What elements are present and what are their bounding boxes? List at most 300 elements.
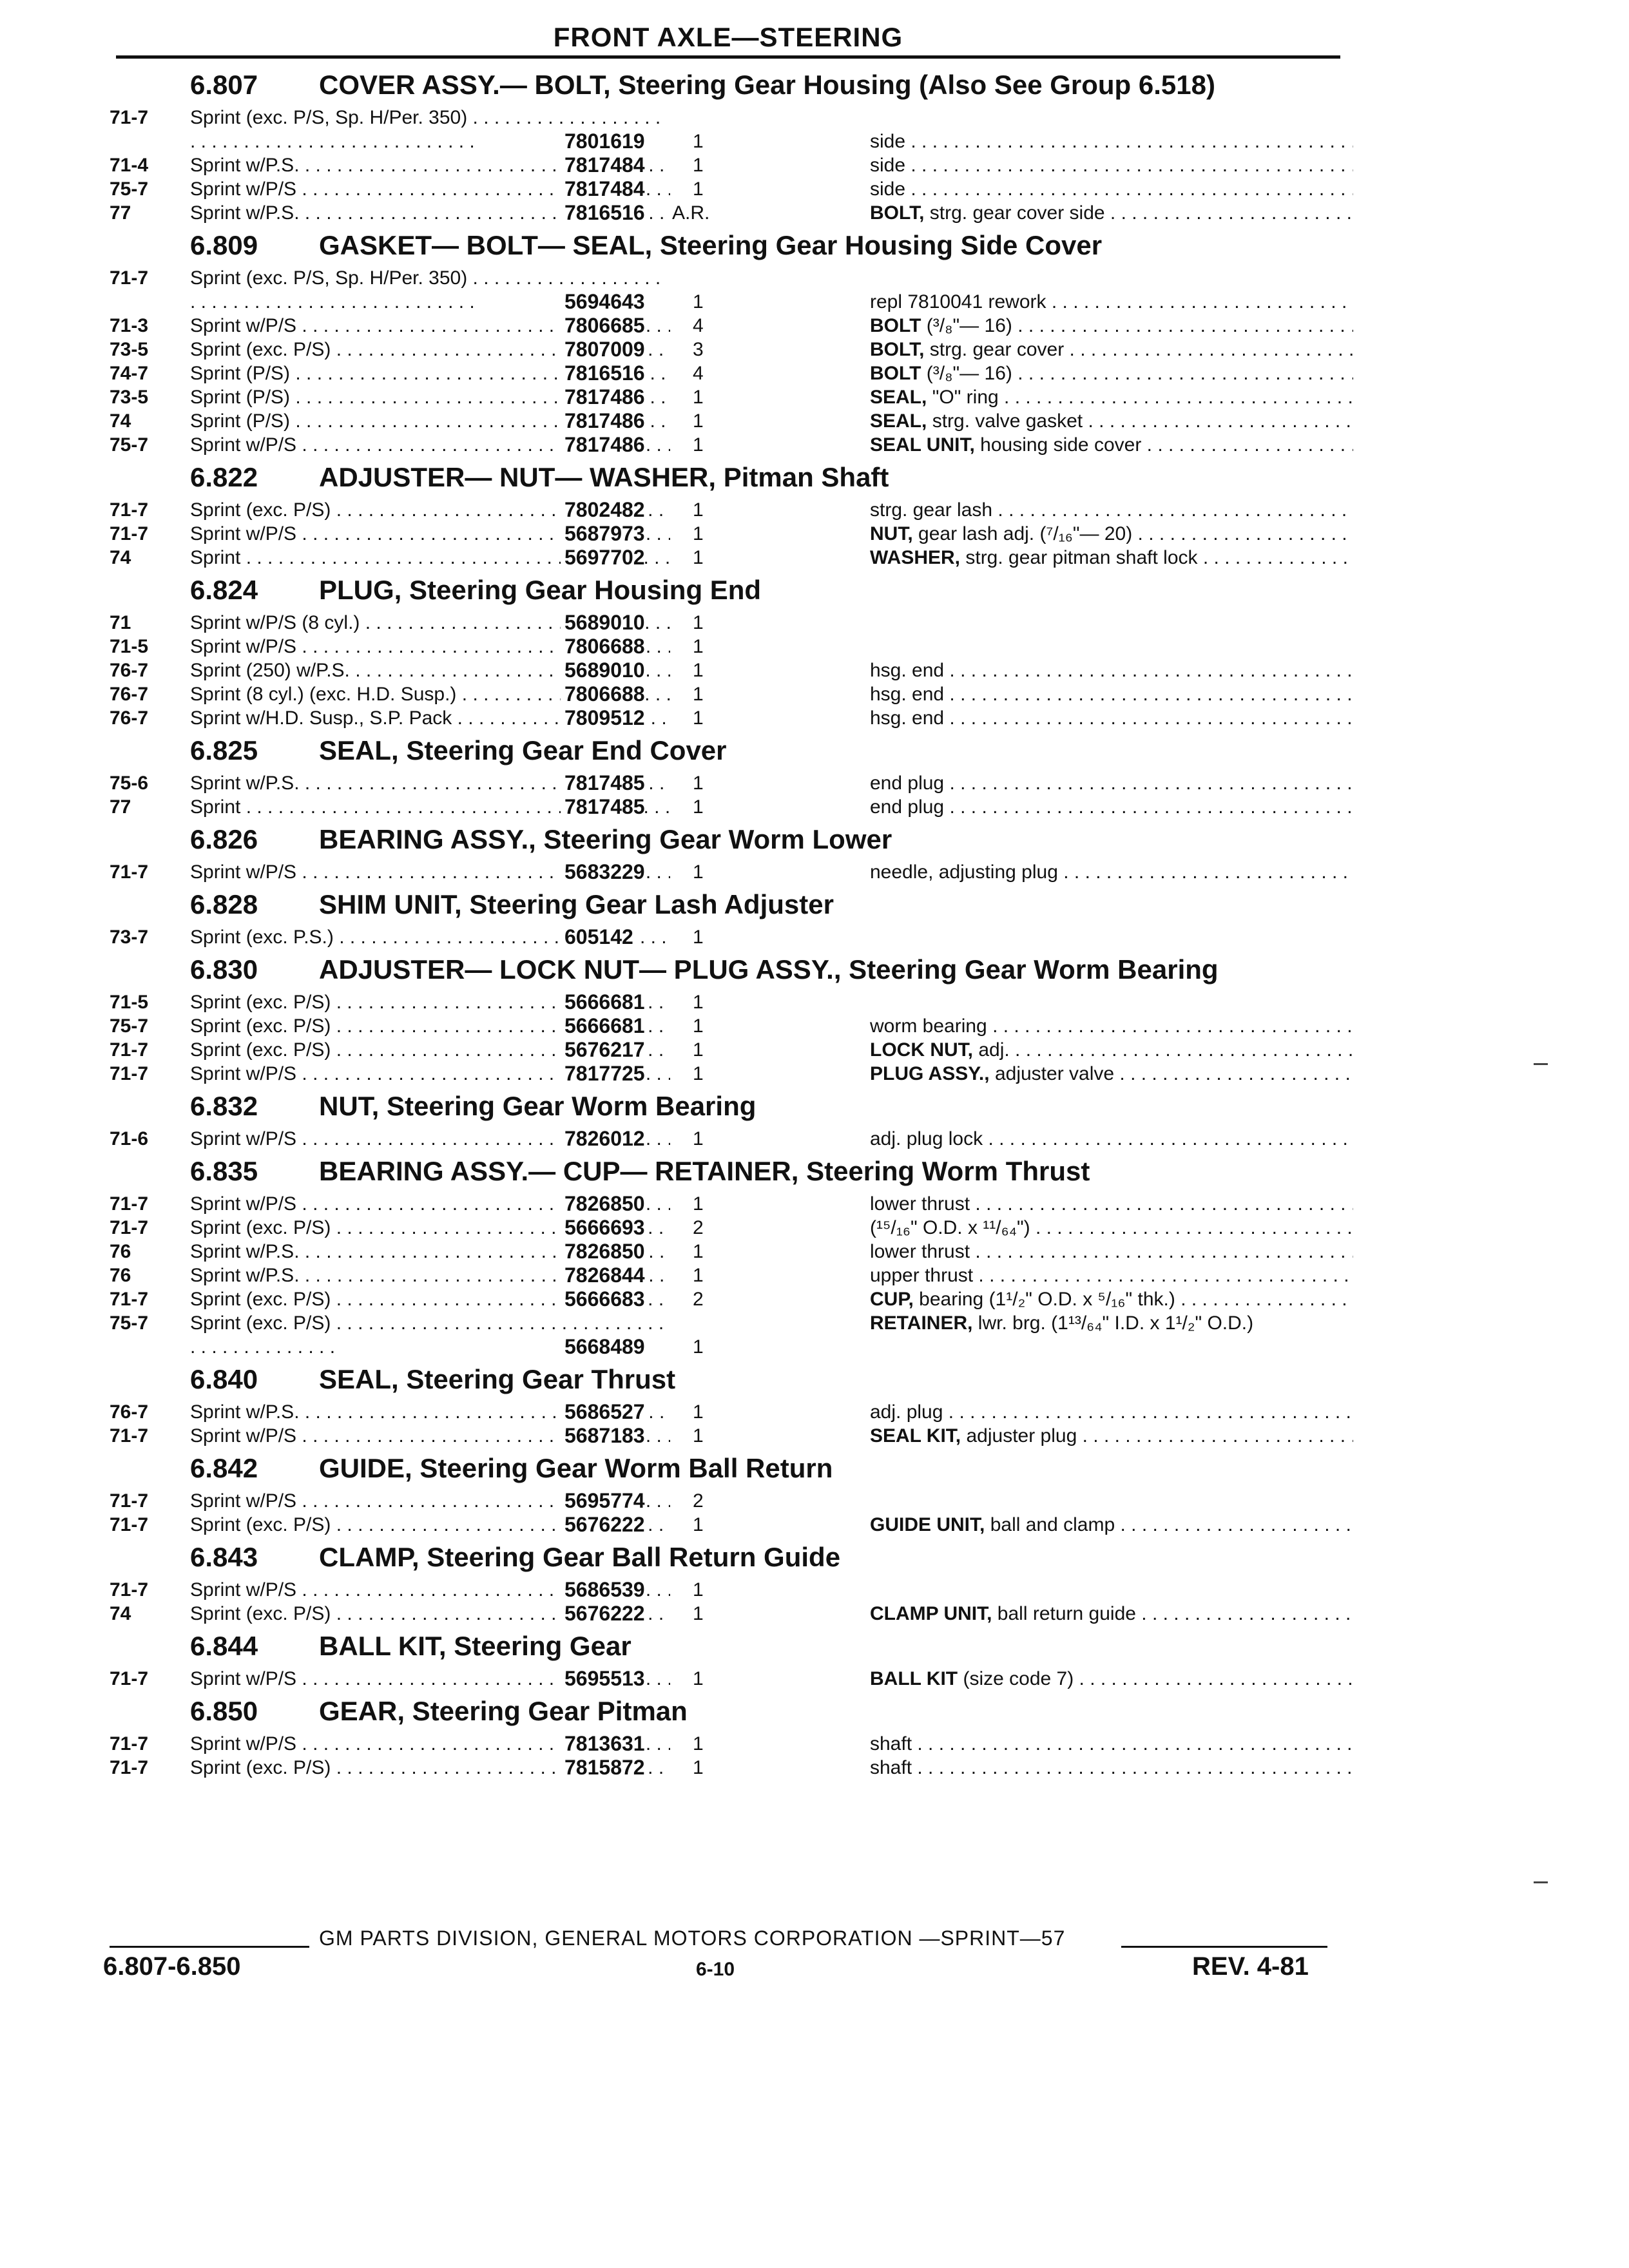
group-number: 6.840 [190, 1364, 258, 1394]
year-range: 73-7 [110, 927, 149, 948]
year-range: 76-7 [110, 684, 149, 705]
model-text: Sprint w/P.S. [190, 1265, 300, 1286]
part-description [870, 1240, 1353, 1264]
year-range: 75-6 [110, 773, 149, 794]
model-text: Sprint (exc. P.S.) [190, 927, 334, 948]
description-text: ball return guide [997, 1603, 1136, 1624]
model-text: Sprint w/P/S (8 cyl.) [190, 612, 360, 633]
part-number: 5676222 [561, 1513, 645, 1537]
group-title: GEAR, Steering Gear Pitman [319, 1696, 688, 1726]
part-description [870, 771, 1353, 795]
model-text: Sprint (exc. P/S) [190, 1217, 331, 1238]
description-text: needle, adjusting plug [870, 861, 1058, 883]
description-text: lower thrust [870, 1241, 970, 1262]
part-number: 5666683 [561, 1287, 645, 1311]
quantity: 1 [693, 612, 704, 633]
description-text: hsg. end [870, 684, 945, 705]
group-title: COVER ASSY.— BOLT, Steering Gear Housing (Also See Group 6.518) [319, 70, 1215, 100]
part-number: 7817725 [561, 1062, 645, 1086]
part-name: RETAINER, [870, 1312, 973, 1334]
part-number: 5697702 [561, 546, 645, 570]
year-range: 71-7 [110, 1289, 149, 1310]
part-description [870, 314, 1353, 338]
part-row [110, 201, 1353, 225]
part-description [870, 1287, 1353, 1311]
quantity: 1 [693, 1401, 704, 1423]
quantity: 2 [693, 1217, 704, 1238]
part-number: 7817485 [561, 795, 645, 819]
part-description [870, 1400, 1353, 1424]
part-description [870, 201, 1353, 225]
quantity: 1 [693, 1265, 704, 1286]
model-text: Sprint w/P/S [190, 1193, 297, 1215]
model-text: Sprint (exc. P/S) [190, 339, 331, 360]
part-row [110, 1732, 1353, 1756]
description-text: bearing (1¹/₂" O.D. x ⁵/₁₆" thk.) [919, 1289, 1175, 1310]
part-name: BOLT [870, 315, 921, 336]
quantity: 1 [693, 660, 704, 681]
quantity: 1 [693, 1579, 704, 1600]
model-text: Sprint (exc. P/S) [190, 1312, 331, 1334]
description-text: upper thrust [870, 1265, 974, 1286]
parts-list [110, 64, 1353, 1780]
model-text: Sprint w/P/S [190, 1128, 297, 1149]
part-description [870, 682, 1353, 706]
part-number: 7815872 [561, 1756, 645, 1780]
group-heading [110, 1359, 1353, 1400]
margin-mark [1534, 1881, 1548, 1883]
description-text: (size code 7) [963, 1668, 1074, 1689]
model-text: Sprint w/P/S [190, 1063, 297, 1084]
year-range: 71-6 [110, 1128, 149, 1149]
model-text: Sprint w/H.D. Susp., S.P. Pack [190, 707, 452, 729]
description-text: side [870, 155, 906, 176]
part-number: 5666681 [561, 990, 645, 1014]
description-text: hsg. end [870, 660, 945, 681]
part-row [110, 1578, 1353, 1602]
part-description [870, 1216, 1353, 1240]
model-text: Sprint [190, 796, 241, 818]
group-heading [110, 457, 1353, 498]
description-text: repl 7810041 rework [870, 291, 1046, 312]
part-row [110, 990, 1353, 1014]
group-number: 6.807 [190, 70, 258, 100]
quantity: 1 [693, 1668, 704, 1689]
year-range: 71-7 [110, 107, 149, 128]
model-text: Sprint (250) w/P.S. [190, 660, 350, 681]
part-number: 5666681 [561, 1014, 645, 1038]
part-number: 5668489 [561, 1335, 645, 1359]
model-text: Sprint w/P.S. [190, 773, 300, 794]
part-description [870, 1062, 1353, 1086]
group-heading [110, 884, 1353, 925]
year-range: 71-7 [110, 499, 149, 521]
part-group [110, 949, 1353, 1086]
part-group [110, 225, 1353, 457]
quantity: 1 [693, 1015, 704, 1037]
year-range: 77 [110, 796, 131, 818]
group-heading [110, 1626, 1353, 1667]
year-range: 74 [110, 410, 131, 432]
group-heading [110, 1151, 1353, 1192]
part-number: 7807009 [561, 338, 645, 361]
part-row [110, 635, 1353, 658]
quantity: 1 [693, 1757, 704, 1778]
part-row [110, 1127, 1353, 1151]
part-description [870, 409, 1353, 433]
quantity: 1 [693, 1336, 704, 1358]
description-text: lwr. brg. (1¹³/₆₄" I.D. x 1¹/₂" O.D.) [978, 1312, 1254, 1334]
group-heading [110, 1086, 1353, 1127]
model-text: Sprint (exc. P/S) [190, 1039, 331, 1061]
quantity: 1 [693, 547, 704, 568]
group-number: 6.825 [190, 735, 258, 765]
quantity: 1 [693, 1514, 704, 1535]
year-range: 74 [110, 547, 131, 568]
year-range: 73-5 [110, 339, 149, 360]
group-number: 6.832 [190, 1091, 258, 1121]
part-description [870, 433, 1353, 457]
part-description [870, 1014, 1353, 1038]
part-row [110, 1192, 1353, 1216]
part-description [870, 177, 1353, 201]
group-number: 6.843 [190, 1542, 258, 1572]
description-text: end plug [870, 773, 945, 794]
part-row [110, 1400, 1353, 1424]
year-range: 77 [110, 202, 131, 224]
model-text: Sprint w/P/S [190, 315, 297, 336]
group-title: SEAL, Steering Gear End Cover [319, 735, 727, 765]
model-text: Sprint (P/S) [190, 387, 291, 408]
part-description [870, 1264, 1353, 1287]
group-title: GASKET— BOLT— SEAL, Steering Gear Housing Side Cover [319, 230, 1103, 260]
quantity: 1 [693, 291, 704, 312]
model-text: Sprint w/P.S. [190, 202, 300, 224]
quantity: 1 [693, 684, 704, 705]
description-text: end plug [870, 796, 945, 818]
model-text: Sprint (exc. P/S) [190, 1603, 331, 1624]
part-number: 7809512 [561, 706, 645, 730]
quantity: 1 [693, 410, 704, 432]
footer-page-number: 6-10 [696, 1959, 735, 1980]
group-title: SHIM UNIT, Steering Gear Lash Adjuster [319, 889, 834, 919]
part-row [110, 1062, 1353, 1086]
description-text: strg. gear lash [870, 499, 993, 521]
model-text: Sprint (exc. P/S, Sp. H/Per. 350) [190, 107, 468, 128]
year-range: 71 [110, 612, 131, 633]
footer-section-range: 6.807-6.850 [103, 1952, 241, 1981]
year-range: 73-5 [110, 387, 149, 408]
group-title: BEARING ASSY., Steering Gear Worm Lower [319, 824, 892, 854]
year-range: 76-7 [110, 660, 149, 681]
part-row [110, 682, 1353, 706]
group-number: 6.824 [190, 575, 258, 605]
part-number: 5695513 [561, 1667, 645, 1691]
quantity: 1 [693, 1425, 704, 1446]
part-row [110, 1216, 1353, 1240]
part-description [870, 1667, 1353, 1691]
part-row [110, 771, 1353, 795]
part-name: SEAL UNIT, [870, 434, 975, 456]
part-row [110, 409, 1353, 433]
description-text: strg. gear pitman shaft lock [965, 547, 1198, 568]
quantity: 1 [693, 773, 704, 794]
year-range: 76-7 [110, 707, 149, 729]
group-heading [110, 64, 1353, 106]
part-description [870, 860, 1353, 884]
part-row [110, 925, 1353, 949]
group-heading [110, 1448, 1353, 1489]
group-title: BEARING ASSY.— CUP— RETAINER, Steering Worm Thrust [319, 1156, 1090, 1186]
description-text: shaft [870, 1757, 912, 1778]
part-group [110, 1537, 1353, 1626]
description-text: side [870, 131, 906, 152]
part-number: 7826850 [561, 1240, 645, 1264]
model-text: Sprint w/P/S [190, 1425, 297, 1446]
year-range: 74 [110, 1603, 131, 1624]
part-name: WASHER, [870, 547, 961, 568]
part-row [110, 1287, 1353, 1311]
description-text: gear lash adj. (⁷/₁₆"— 20) [918, 523, 1133, 544]
part-group [110, 570, 1353, 730]
group-heading [110, 225, 1353, 266]
group-heading [110, 730, 1353, 771]
part-row [110, 338, 1353, 361]
part-row [110, 1240, 1353, 1264]
part-name: CUP, [870, 1289, 914, 1310]
part-name: PLUG ASSY., [870, 1063, 990, 1084]
group-number: 6.835 [190, 1156, 258, 1186]
year-range: 71-7 [110, 1217, 149, 1238]
part-name: CLAMP UNIT, [870, 1603, 992, 1624]
model-text: Sprint w/P/S [190, 1668, 297, 1689]
part-description [870, 1038, 1353, 1062]
model-text: Sprint w/P/S [190, 178, 297, 200]
part-description [870, 1756, 1353, 1780]
year-range: 71-7 [110, 267, 149, 289]
part-description [870, 546, 1353, 570]
part-name: GUIDE UNIT, [870, 1514, 985, 1535]
part-row [110, 706, 1353, 730]
part-group [110, 730, 1353, 819]
part-row [110, 1038, 1353, 1062]
description-text: side [870, 178, 906, 200]
part-number: 5689010 [561, 658, 645, 682]
part-row [110, 1489, 1353, 1513]
part-description [870, 385, 1353, 409]
part-description [870, 153, 1353, 177]
part-row [110, 385, 1353, 409]
part-row [110, 795, 1353, 819]
part-row [110, 546, 1353, 570]
part-number: 605142 [561, 925, 633, 949]
model-text: Sprint w/P/S [190, 1579, 297, 1600]
year-range: 71-5 [110, 992, 149, 1013]
part-number: 7816516 [561, 201, 645, 225]
description-text: (¹⁵/₁₆" O.D. x ¹¹/₆₄") [870, 1217, 1030, 1238]
quantity: 4 [693, 363, 704, 384]
part-number: 7817486 [561, 385, 645, 409]
part-description [870, 1732, 1353, 1756]
description-text: adj. plug lock [870, 1128, 983, 1149]
year-range: 76 [110, 1241, 131, 1262]
part-row [110, 498, 1353, 522]
model-text: Sprint w/P/S [190, 636, 297, 657]
group-number: 6.850 [190, 1696, 258, 1726]
quantity: 1 [693, 707, 704, 729]
group-title: GUIDE, Steering Gear Worm Ball Return [319, 1453, 833, 1483]
year-range: 75-7 [110, 1015, 149, 1037]
part-row [110, 1513, 1353, 1537]
quantity: 1 [693, 861, 704, 883]
part-group [110, 1086, 1353, 1151]
quantity: 2 [693, 1289, 704, 1310]
group-number: 6.844 [190, 1631, 258, 1661]
part-description [870, 1192, 1353, 1216]
quantity: 1 [693, 992, 704, 1013]
quantity: 1 [693, 131, 704, 152]
model-text: Sprint w/P.S. [190, 155, 300, 176]
part-number: 7826850 [561, 1192, 645, 1216]
quantity: 1 [693, 796, 704, 818]
part-row [110, 153, 1353, 177]
part-group [110, 1151, 1353, 1359]
model-text: Sprint (exc. P/S, Sp. H/Per. 350) [190, 267, 468, 289]
year-range: 71-7 [110, 1039, 149, 1061]
quantity: 1 [693, 178, 704, 200]
year-range: 71-7 [110, 1514, 149, 1535]
part-description [870, 522, 1353, 546]
year-range: 71-5 [110, 636, 149, 657]
group-title: CLAMP, Steering Gear Ball Return Guide [319, 1542, 841, 1572]
group-number: 6.830 [190, 954, 258, 985]
year-range: 71-7 [110, 1757, 149, 1778]
year-range: 71-4 [110, 155, 149, 176]
year-range: 71-7 [110, 1425, 149, 1446]
group-title: PLUG, Steering Gear Housing End [319, 575, 762, 605]
year-range: 71-7 [110, 861, 149, 883]
part-description [870, 338, 1353, 361]
quantity: 1 [693, 499, 704, 521]
model-text: Sprint w/P/S [190, 434, 297, 456]
part-number: 5687973 [561, 522, 645, 546]
model-text: Sprint w/P/S [190, 1490, 297, 1512]
part-number: 7817486 [561, 433, 645, 457]
margin-mark [1534, 1063, 1548, 1065]
part-number: 5686527 [561, 1400, 645, 1424]
part-number: 7817484 [561, 153, 645, 177]
part-row [110, 177, 1353, 201]
quantity: 1 [693, 1063, 704, 1084]
model-text: Sprint (P/S) [190, 363, 291, 384]
part-number: 5689010 [561, 611, 645, 635]
part-group [110, 1359, 1353, 1448]
part-number: 5683229 [561, 860, 645, 884]
part-description [870, 290, 1353, 314]
part-row [110, 1264, 1353, 1287]
description-text: housing side cover [980, 434, 1142, 456]
quantity: 3 [693, 339, 704, 360]
part-name: BOLT [870, 363, 921, 384]
footer-rule-left [110, 1946, 309, 1948]
part-description [870, 795, 1353, 819]
quantity: 4 [693, 315, 704, 336]
model-text: Sprint (exc. P/S) [190, 1757, 331, 1778]
group-title: ADJUSTER— NUT— WASHER, Pitman Shaft [319, 462, 889, 492]
quantity: 1 [693, 155, 704, 176]
part-name: SEAL, [870, 410, 927, 432]
part-name: BOLT, [870, 339, 925, 360]
model-text: Sprint (exc. P/S) [190, 499, 331, 521]
model-text: Sprint (exc. P/S) [190, 1514, 331, 1535]
part-description [870, 498, 1353, 522]
part-group [110, 884, 1353, 949]
part-row [110, 1756, 1353, 1780]
model-text: Sprint (8 cyl.) (exc. H.D. Susp.) [190, 684, 457, 705]
group-heading [110, 1691, 1353, 1732]
description-text: strg. valve gasket [932, 410, 1083, 432]
part-number: 7801619 [561, 130, 645, 153]
group-number: 6.842 [190, 1453, 258, 1483]
part-name: SEAL, [870, 387, 927, 408]
quantity: 1 [693, 387, 704, 408]
part-description [870, 1311, 1353, 1335]
year-range: 71-7 [110, 1579, 149, 1600]
part-row [110, 1602, 1353, 1626]
group-number: 6.822 [190, 462, 258, 492]
part-number: 7802482 [561, 498, 645, 522]
year-range: 76-7 [110, 1401, 149, 1423]
group-number: 6.809 [190, 230, 258, 260]
model-text: Sprint (exc. P/S) [190, 1015, 331, 1037]
part-number: 7806688 [561, 682, 645, 706]
part-description [870, 1602, 1353, 1626]
description-text: "O" ring [932, 387, 999, 408]
description-text: adj. plug [870, 1401, 943, 1423]
part-number: 7806685 [561, 314, 645, 338]
year-range: 71-7 [110, 1193, 149, 1215]
model-text: Sprint (exc. P/S) [190, 992, 331, 1013]
part-row [110, 361, 1353, 385]
part-number: 5687183 [561, 1424, 645, 1448]
description-text: strg. gear cover [929, 339, 1065, 360]
part-row [110, 1424, 1353, 1448]
part-description [870, 1424, 1353, 1448]
description-text: strg. gear cover side [929, 202, 1105, 224]
part-name: SEAL KIT, [870, 1425, 961, 1446]
group-heading [110, 949, 1353, 990]
year-range: 71-7 [110, 1733, 149, 1754]
part-number: 5695774 [561, 1489, 645, 1513]
page-header [116, 22, 1340, 59]
part-group [110, 1691, 1353, 1780]
part-row [110, 1667, 1353, 1691]
model-text: Sprint w/P/S [190, 523, 297, 544]
model-text: Sprint w/P/S [190, 1733, 297, 1754]
part-group [110, 64, 1353, 225]
part-row [110, 860, 1353, 884]
quantity: 1 [693, 1039, 704, 1061]
year-range: 75-7 [110, 1312, 149, 1334]
part-row [110, 433, 1353, 457]
part-name: BALL KIT [870, 1668, 958, 1689]
description-text: adj. [978, 1039, 1010, 1061]
part-number: 5676222 [561, 1602, 645, 1626]
year-range: 71-7 [110, 1063, 149, 1084]
group-title: ADJUSTER— LOCK NUT— PLUG ASSY., Steering Gear Worm Bearing [319, 954, 1219, 985]
group-title: SEAL, Steering Gear Thrust [319, 1364, 676, 1394]
group-heading [110, 570, 1353, 611]
